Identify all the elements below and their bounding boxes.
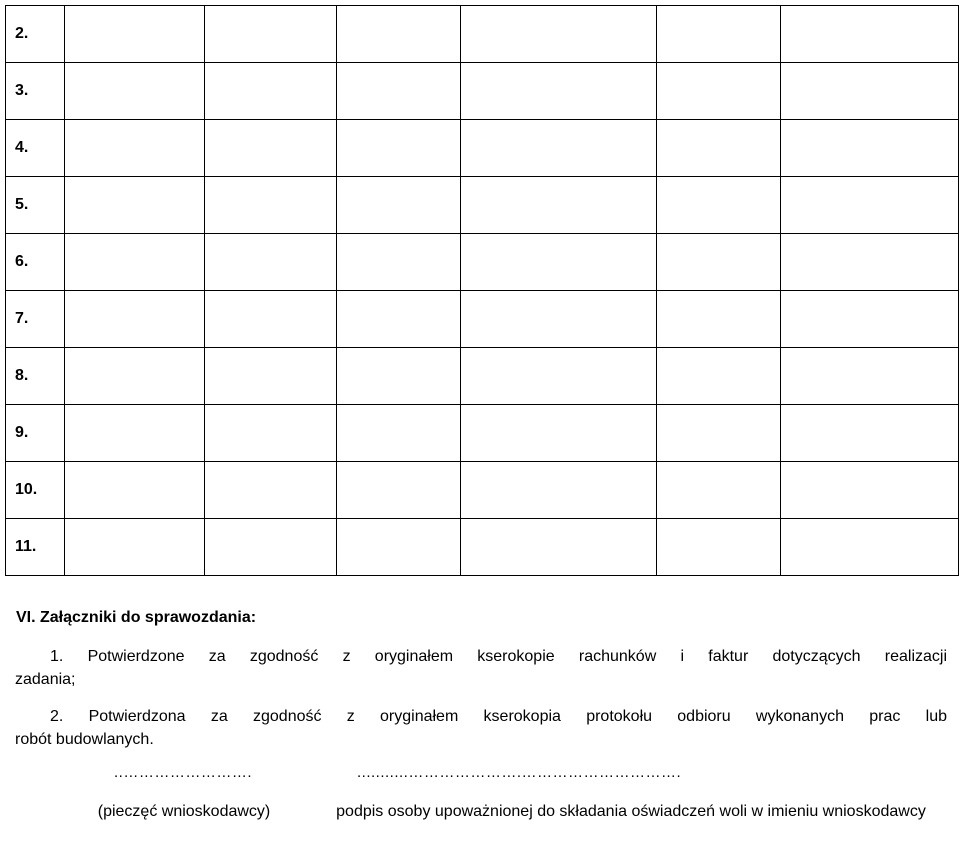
table-row <box>6 120 959 177</box>
table-cell <box>205 291 337 348</box>
table-cell <box>781 120 959 177</box>
table-cell <box>781 234 959 291</box>
table-cell <box>205 6 337 63</box>
attachment-item-1 <box>15 645 947 691</box>
table-cell <box>461 348 657 405</box>
table-cell <box>657 6 781 63</box>
table-cell <box>65 405 205 462</box>
table-cell <box>205 519 337 576</box>
table-cell <box>657 63 781 120</box>
stamp-caption: (pieczęć wnioskodawcy) <box>97 803 271 820</box>
attachments-table <box>5 5 959 576</box>
table-cell <box>205 234 337 291</box>
table-cell <box>781 291 959 348</box>
table-cell <box>657 348 781 405</box>
table-cell <box>461 462 657 519</box>
table-cell <box>337 6 461 63</box>
table-body <box>6 6 959 576</box>
table-cell <box>461 405 657 462</box>
table-row <box>6 6 959 63</box>
table-cell <box>461 519 657 576</box>
row-number: 8. <box>6 348 65 405</box>
authorized-signature-caption: podpis osoby upoważnionej do składania oświadczeń woli w imieniu wnioskodawcy <box>336 803 926 820</box>
table-cell <box>65 348 205 405</box>
table-cell <box>337 519 461 576</box>
table-cell <box>205 462 337 519</box>
row-number: 2. <box>6 6 65 63</box>
row-number: 6. <box>6 234 65 291</box>
table-cell <box>461 120 657 177</box>
row-number: 5. <box>6 177 65 234</box>
table-cell <box>781 177 959 234</box>
table-cell <box>337 234 461 291</box>
table-cell <box>461 291 657 348</box>
table-row <box>6 462 959 519</box>
table-row <box>6 348 959 405</box>
table-cell <box>781 462 959 519</box>
table-cell <box>781 405 959 462</box>
table-cell <box>461 6 657 63</box>
table-cell <box>205 405 337 462</box>
table-cell <box>461 63 657 120</box>
table-cell <box>781 519 959 576</box>
table-cell <box>781 6 959 63</box>
table-cell <box>65 291 205 348</box>
row-number: 10. <box>6 462 65 519</box>
table-cell <box>205 177 337 234</box>
table-cell <box>657 291 781 348</box>
table-cell <box>781 348 959 405</box>
table-cell <box>337 291 461 348</box>
attachment-item-2-rest: robót budowlanych. <box>15 731 154 748</box>
table-cell <box>657 519 781 576</box>
table-row <box>6 234 959 291</box>
section-heading: VI. Załączniki do sprawozdania: <box>16 609 257 626</box>
table-cell <box>65 177 205 234</box>
table-cell <box>205 63 337 120</box>
attachment-item-2 <box>15 705 947 751</box>
row-number: 11. <box>6 519 65 576</box>
table-cell <box>337 120 461 177</box>
table-cell <box>337 63 461 120</box>
table-row <box>6 291 959 348</box>
table-cell <box>65 519 205 576</box>
table-cell <box>657 177 781 234</box>
attachment-item-1-first-line: 1. Potwierdzone za zgodność z oryginałem kserokopie rachunków i faktur dotyczących realizacji <box>50 648 947 665</box>
table-cell <box>657 462 781 519</box>
table-row <box>6 519 959 576</box>
table-cell <box>461 177 657 234</box>
table-row <box>6 405 959 462</box>
table-row <box>6 177 959 234</box>
attachment-item-1-rest: zadania; <box>15 671 76 688</box>
table-cell <box>781 63 959 120</box>
table-cell <box>65 120 205 177</box>
table-cell <box>205 120 337 177</box>
table-cell <box>657 234 781 291</box>
row-number: 9. <box>6 405 65 462</box>
table-cell <box>337 462 461 519</box>
authorized-signature-line: ...........………………….…………………………. <box>357 764 682 781</box>
stamp-signature-line: ..……………………. <box>114 764 253 781</box>
table-cell <box>337 177 461 234</box>
table-cell <box>337 348 461 405</box>
table-cell <box>65 462 205 519</box>
table-cell <box>657 405 781 462</box>
table-cell <box>657 120 781 177</box>
row-number: 3. <box>6 63 65 120</box>
row-number: 7. <box>6 291 65 348</box>
table-cell <box>205 348 337 405</box>
table-cell <box>65 63 205 120</box>
row-number: 4. <box>6 120 65 177</box>
attachment-item-2-first-line: 2. Potwierdzona za zgodność z oryginałem kserokopia protokołu odbioru wykonanych prac lub <box>50 708 947 725</box>
table-cell <box>65 234 205 291</box>
table-cell <box>337 405 461 462</box>
table-cell <box>461 234 657 291</box>
table-row <box>6 63 959 120</box>
table-cell <box>65 6 205 63</box>
